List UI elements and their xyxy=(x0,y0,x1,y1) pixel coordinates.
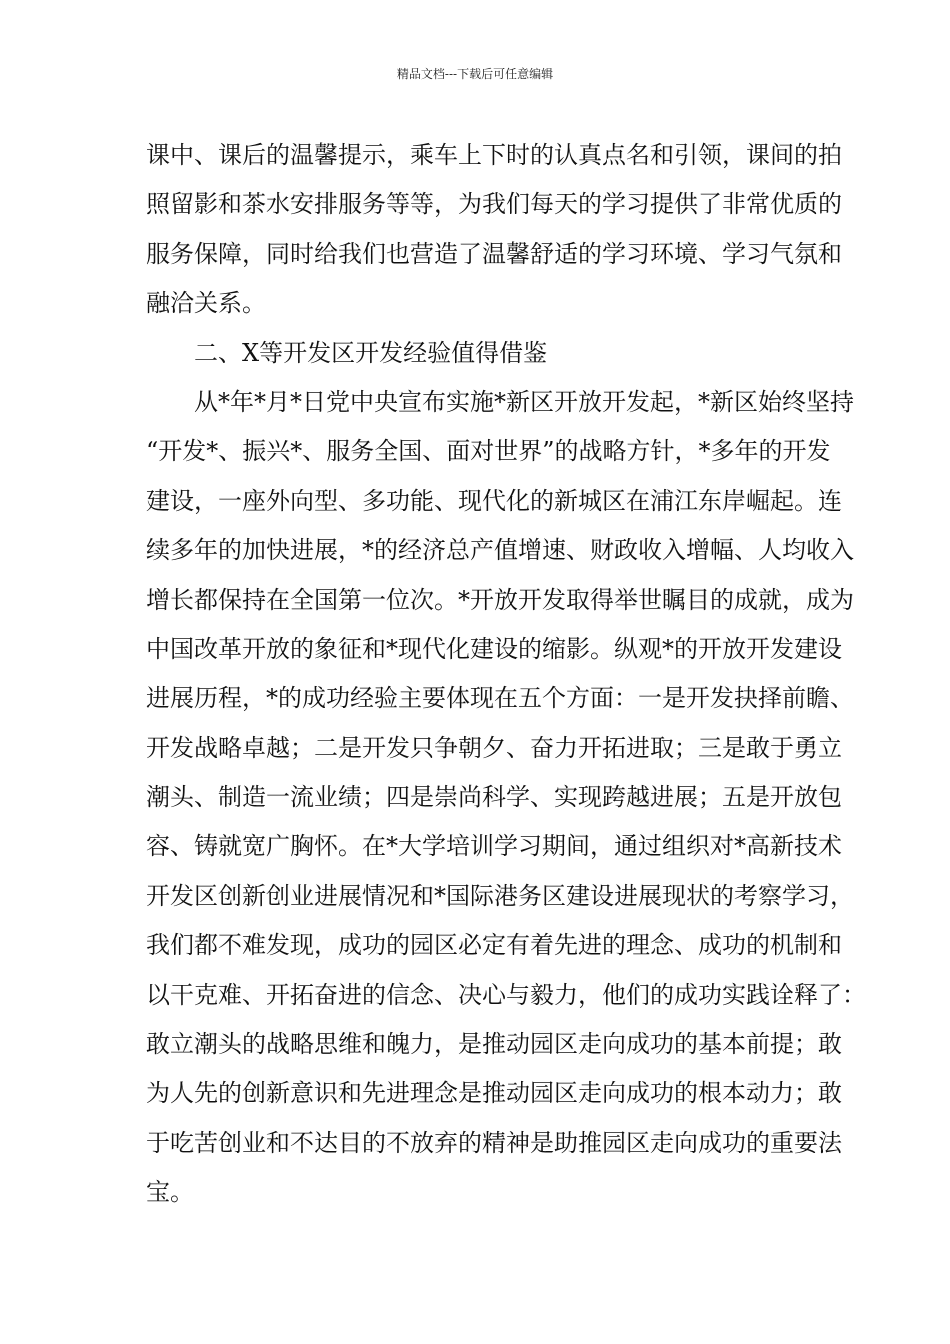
text-line: 进展历程，*的成功经验主要体现在五个方面：一是开发抉择前瞻、 xyxy=(146,684,854,713)
text-line: 建设，一座外向型、多功能、现代化的新城区在浦江东岸崛起。连 xyxy=(146,486,842,515)
text-line: 容、铸就宽广胸怀。在*大学培训学习期间，通过组织对*高新技术 xyxy=(146,832,842,861)
text-line: 课中、课后的温馨提示，乘车上下时的认真点名和引领，课间的拍 xyxy=(146,141,842,169)
document-body xyxy=(146,131,866,1218)
text-line: 从*年*月*日党中央宣布实施*新区开放开发起，*新区始终坚持 xyxy=(194,387,854,416)
text-line: 照留影和茶水安排服务等等，为我们每天的学习提供了非常优质的 xyxy=(146,190,842,219)
text-line: 融洽关系。 xyxy=(146,289,266,318)
section-heading: 二、X等开发区开发经验值得借鉴 xyxy=(194,338,548,367)
text-line: 开发战略卓越；二是开发只争朝夕、奋力开拓进取；三是敢于勇立 xyxy=(146,733,842,762)
text-line: 于吃苦创业和不达目的不放弃的精神是助推园区走向成功的重要法 xyxy=(146,1128,842,1157)
text-line: 服务保障，同时给我们也营造了温馨舒适的学习环境、学习气氛和 xyxy=(146,239,842,268)
text-line: “开发*、振兴*、服务全国、面对世界”的战略方针，*多年的开发 xyxy=(146,437,831,466)
text-line: 潮头、制造一流业绩；四是崇尚科学、实现跨越进展；五是开放包 xyxy=(146,783,842,812)
text-line: 开发区创新创业进展情况和*国际港务区建设进展现状的考察学习， xyxy=(146,881,854,910)
text-line: 增长都保持在全国第一位次。*开放开发取得举世瞩目的成就，成为 xyxy=(146,585,854,614)
page-header: 精品文档---下载后可任意编辑 xyxy=(396,67,554,81)
text-line: 我们都不难发现，成功的园区必定有着先进的理念、成功的机制和 xyxy=(146,931,842,960)
text-line: 为人先的创新意识和先进理念是推动园区走向成功的根本动力；敢 xyxy=(146,1079,842,1108)
text-line: 续多年的加快进展，*的经济总产值增速、财政收入增幅、人均收入 xyxy=(146,536,854,565)
text-line: 敢立潮头的战略思维和魄力，是推动园区走向成功的基本前提；敢 xyxy=(146,1030,842,1059)
text-line: 宝。 xyxy=(146,1178,194,1207)
text-line: 中国改革开放的象征和*现代化建设的缩影。纵观*的开放开发建设 xyxy=(146,634,842,663)
text-line: 以干克难、开拓奋进的信念、决心与毅力，他们的成功实践诠释了： xyxy=(146,980,866,1009)
